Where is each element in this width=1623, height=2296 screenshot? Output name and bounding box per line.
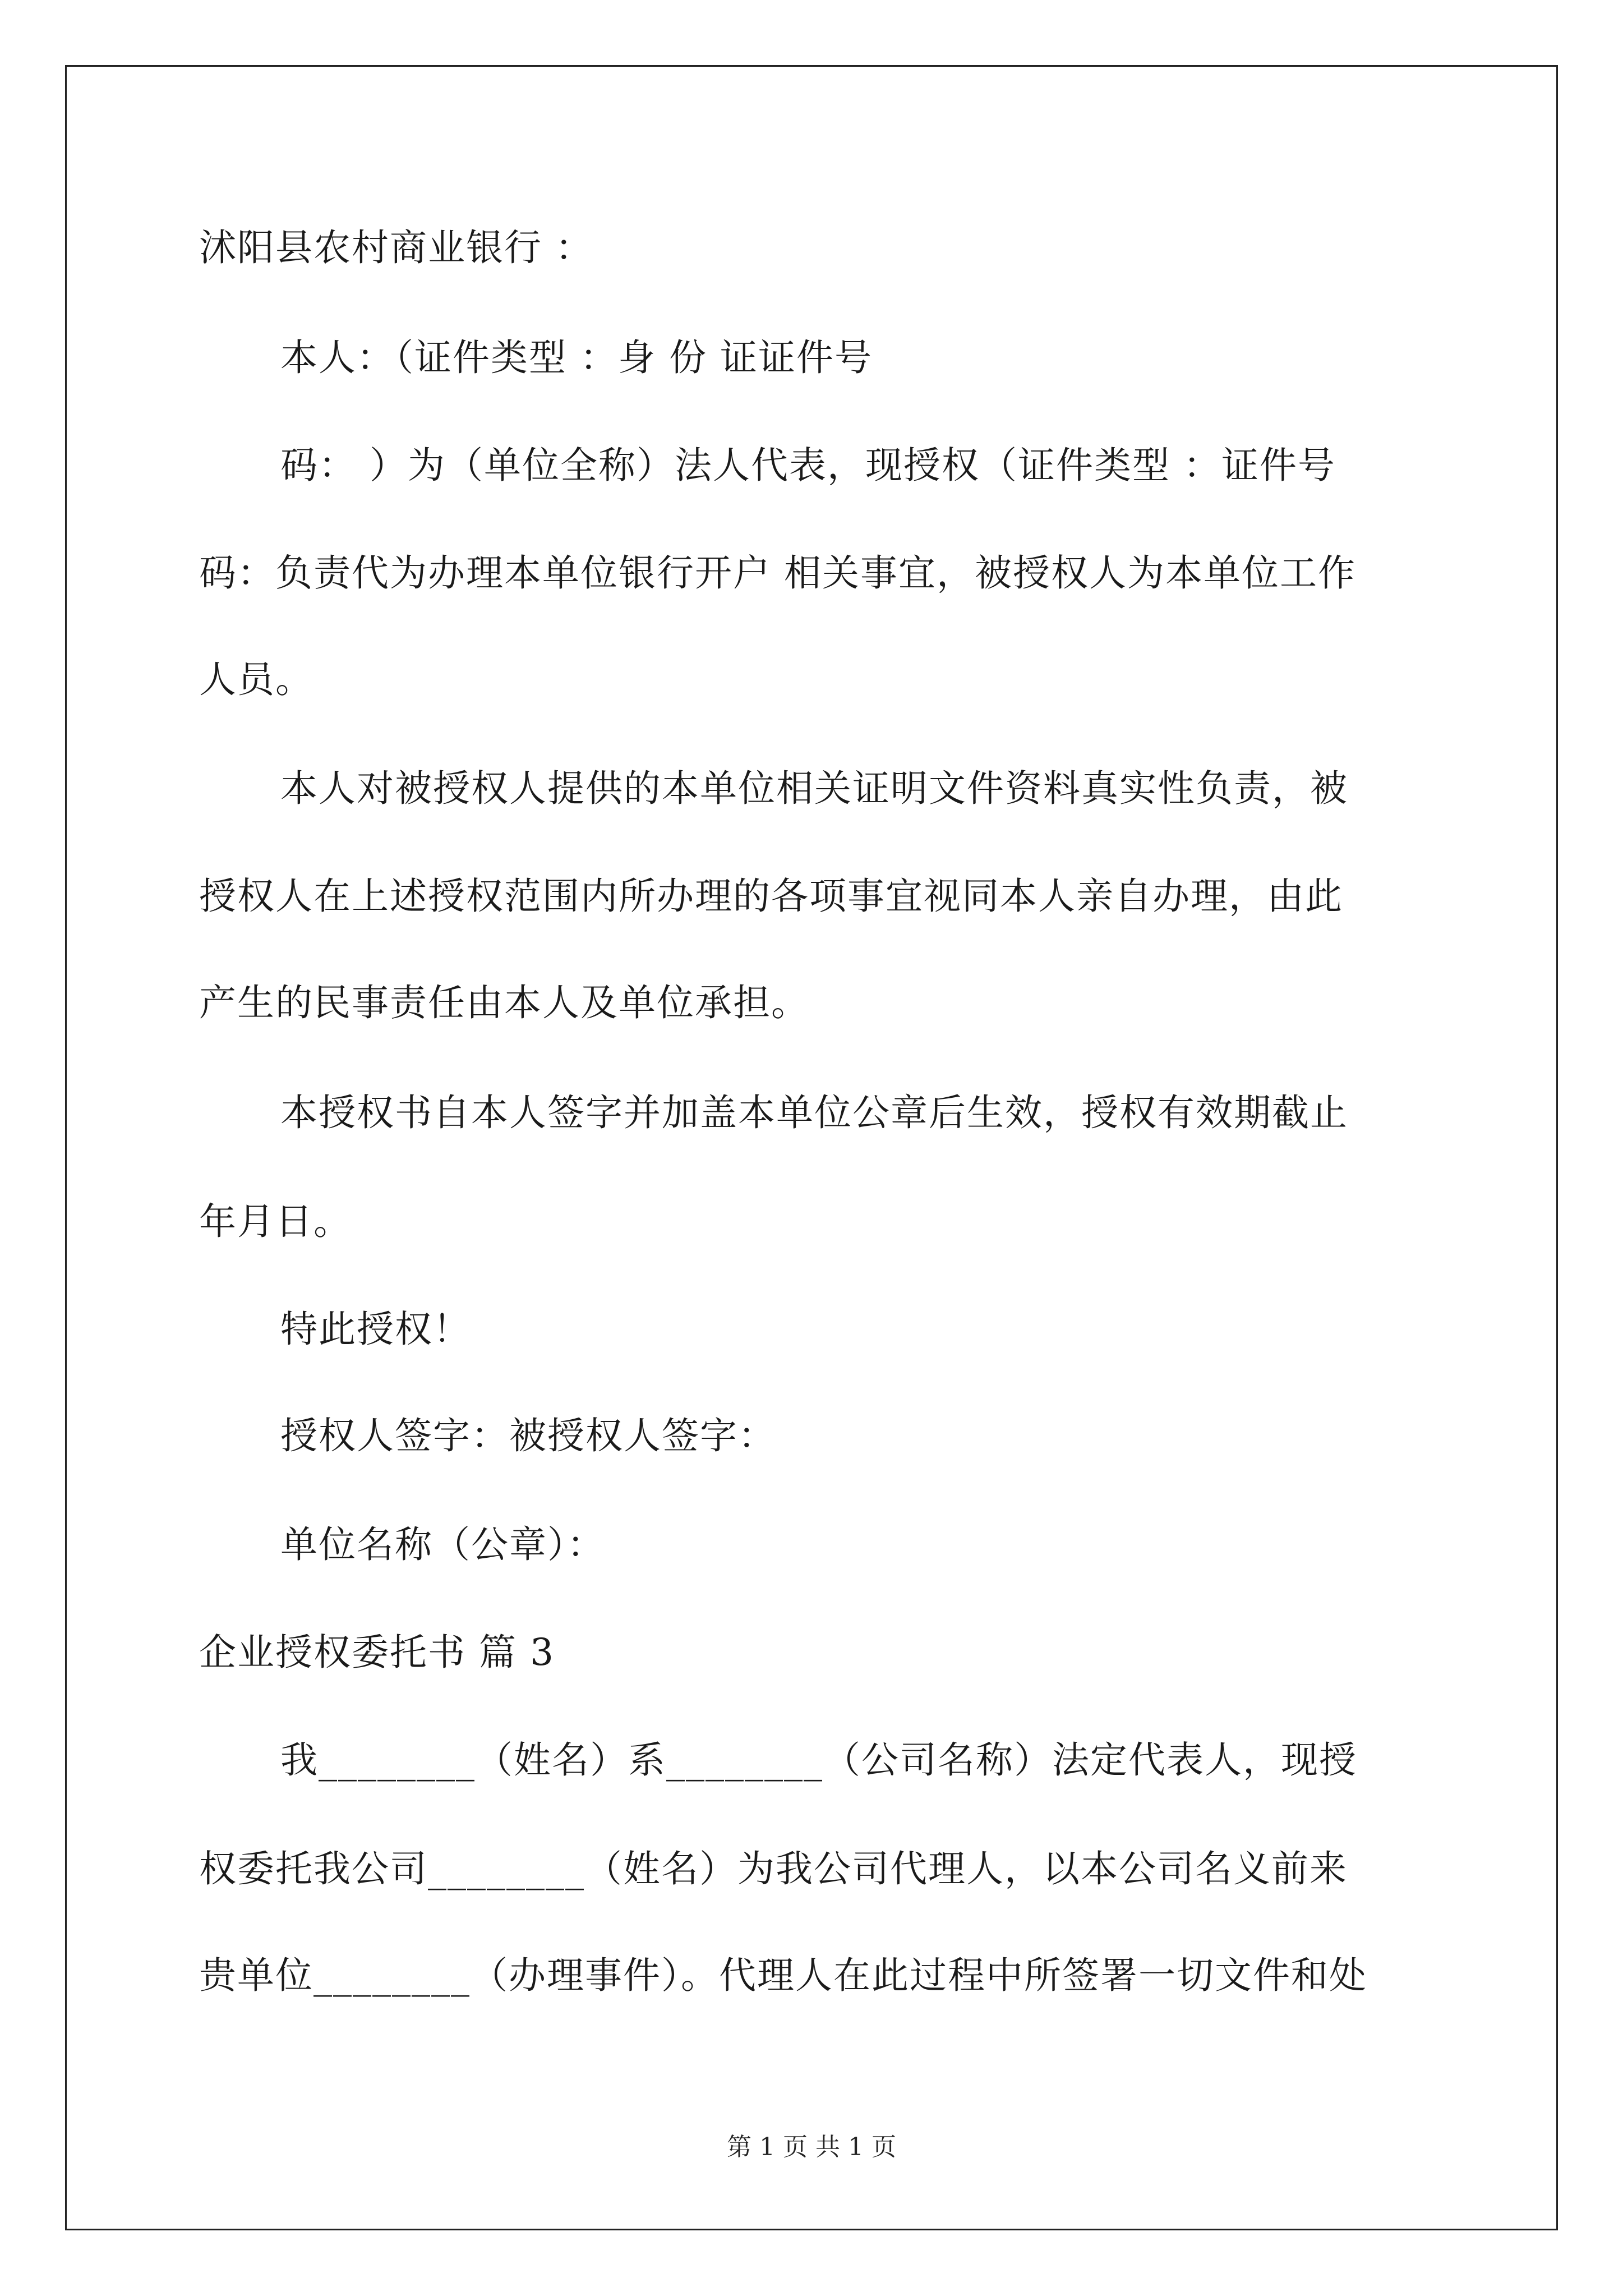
paragraph-line: 人员。	[199, 658, 313, 701]
paragraph-line: 本人对被授权人提供的本单位相关证明文件资料真实性负责，被	[280, 767, 1348, 810]
paragraph-line: 授权人在上述授权范围内所办理的各项事宜视同本人亲自办理，由此	[199, 875, 1343, 918]
section-heading: 企业授权委托书 篇 3	[199, 1631, 555, 1674]
page-footer: 第 1 页 共 1 页	[727, 2133, 896, 2161]
paragraph-line: 贵单位________（办理事件）。代理人在此过程中所签署一切文件和处	[199, 1954, 1367, 1997]
paragraph-line: 特此授权！	[280, 1308, 471, 1351]
paragraph-line: 本授权书自本人签字并加盖本单位公章后生效，授权有效期截止	[280, 1091, 1348, 1134]
page-frame	[65, 65, 1558, 2230]
paragraph-line: 码： ）为（单位全称）法人代表，现授权（证件类型 ：证件号	[280, 444, 1336, 487]
paragraph-line: 我________（姓名）系________（公司名称）法定代表人，现授	[280, 1738, 1357, 1782]
paragraph-line: 码：负责代为办理本单位银行开户 相关事宜，被授权人为本单位工作	[199, 551, 1356, 595]
signature-line: 授权人签字：被授权人签字：	[280, 1414, 776, 1457]
seal-line: 单位名称（公章）：	[280, 1523, 605, 1566]
paragraph-line: 年月日。	[199, 1200, 352, 1243]
paragraph-line: 权委托我公司________（姓名）为我公司代理人，以本公司名义前来	[199, 1847, 1348, 1890]
paragraph-line: 本人：（证件类型 ：身 份 证证件号	[280, 336, 873, 379]
addressee-line: 沭阳县农村商业银行 ：	[199, 226, 593, 269]
paragraph-line: 产生的民事责任由本人及单位承担。	[199, 981, 809, 1024]
